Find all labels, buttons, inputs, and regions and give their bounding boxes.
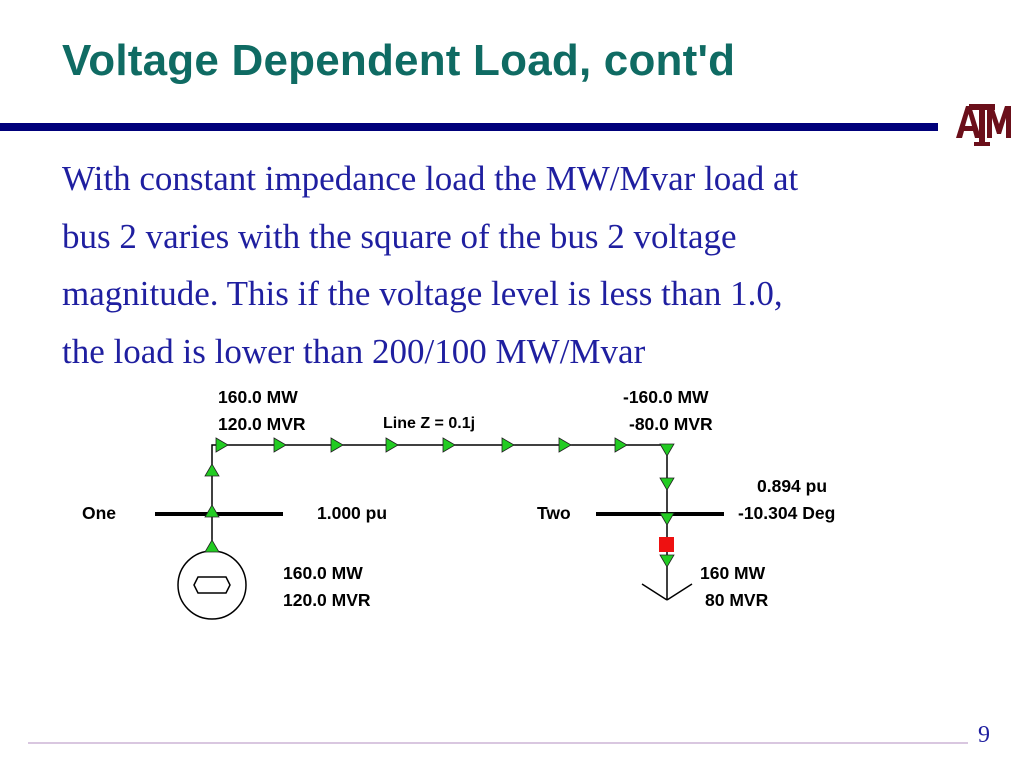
flow-arrow-icon — [660, 444, 674, 456]
bus-two-flow-mvr: -80.0 MVR — [629, 414, 713, 434]
flow-arrow-icon — [205, 505, 219, 517]
body-line: bus 2 varies with the square of the bus 2 voltage — [62, 216, 737, 256]
generator-mw: 160.0 MW — [283, 563, 363, 583]
flow-arrow-icon — [660, 478, 674, 490]
flow-arrow-icon — [443, 438, 455, 452]
bus-one-name: One — [82, 503, 117, 523]
flow-arrows — [205, 438, 674, 567]
bus-one-flow-mw: 160.0 MW — [218, 387, 298, 407]
load-mw: 160 MW — [700, 563, 766, 583]
transmission-line — [212, 445, 667, 514]
flow-arrow-icon — [660, 555, 674, 567]
bus-one-voltage: 1.000 pu — [317, 503, 388, 523]
bus-two-voltage: 0.894 pu — [757, 476, 828, 496]
footer-rule — [28, 742, 968, 744]
generator-icon — [178, 551, 246, 619]
flow-arrow-icon — [331, 438, 343, 452]
page-number: 9 — [978, 722, 990, 748]
flow-arrow-icon — [205, 464, 219, 476]
body-line: the load is lower than 200/100 MW/Mvar — [62, 331, 646, 371]
generator-mvr: 120.0 MVR — [283, 590, 371, 610]
bus-two-name: Two — [537, 503, 571, 523]
flow-arrow-icon — [216, 438, 228, 452]
flow-arrow-icon — [386, 438, 398, 452]
bus-two-angle: -10.304 Deg — [738, 503, 836, 523]
line-impedance-label: Line Z = 0.1j — [383, 415, 476, 432]
load-breaker[interactable] — [659, 537, 674, 552]
flow-arrow-icon — [615, 438, 627, 452]
flow-arrow-icon — [559, 438, 571, 452]
slide-title: Voltage Dependent Load, cont'd — [62, 36, 736, 85]
flow-arrow-icon — [502, 438, 514, 452]
flow-arrow-icon — [274, 438, 286, 452]
flow-arrow-icon — [660, 513, 674, 525]
bus-one-flow-mvr: 120.0 MVR — [218, 414, 306, 434]
load-mvr: 80 MVR — [705, 590, 769, 610]
body-line: With constant impedance load the MW/Mvar load at — [62, 159, 799, 198]
flow-arrow-icon — [205, 540, 219, 552]
bus-two-flow-mw: -160.0 MW — [623, 387, 709, 407]
body-line: magnitude. This if the voltage level is less than 1.0, — [62, 274, 783, 313]
